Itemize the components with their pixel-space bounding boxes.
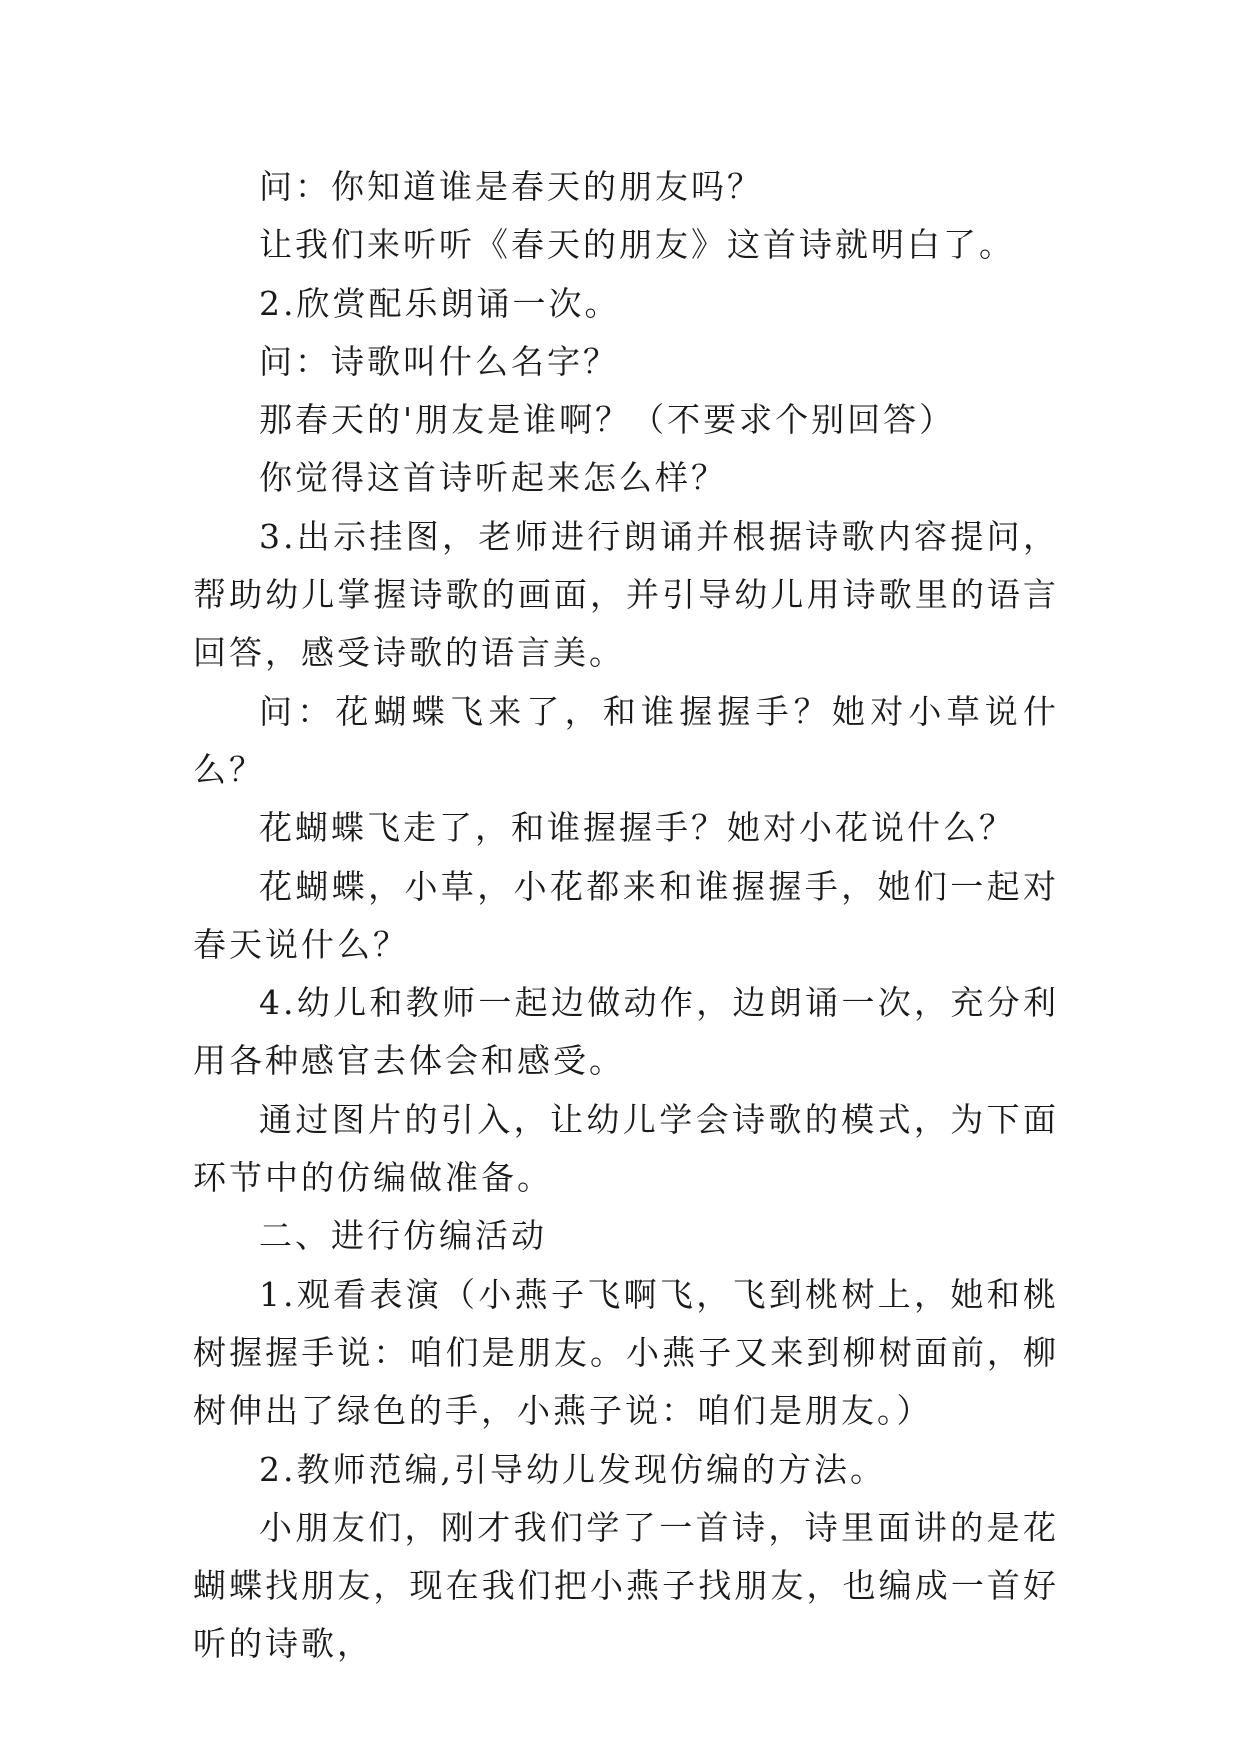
paragraph: 你觉得这首诗听起来怎么样？ <box>259 458 727 498</box>
document-body <box>193 158 1059 1674</box>
paragraph: 花蝴蝶，小草，小花都来和谁握握手，她们一起对春天说什么？ <box>193 866 1059 964</box>
paragraph: 小朋友们，刚才我们学了一首诗，诗里面讲的是花蝴蝶找朋友，现在我们把小燕子找朋友，也编成一首好听的诗歌， <box>193 1507 1059 1664</box>
paragraph: 问：花蝴蝶飞来了，和谁握握手？她对小草说什么？ <box>193 691 1059 789</box>
paragraph: 3.出示挂图，老师进行朗诵并根据诗歌内容提问，帮助幼儿掌握诗歌的画面，并引导幼儿用诗歌里的语言回答，感受诗歌的语言美。 <box>193 516 1059 673</box>
paragraph: 问：你知道谁是春天的朋友吗？ <box>259 167 763 206</box>
paragraph: 2.教师范编,引导幼儿发现仿编的方法。 <box>259 1449 886 1489</box>
section-heading: 二、进行仿编活动 <box>259 1216 547 1256</box>
paragraph: 花蝴蝶飞走了，和谁握握手？她对小花说什么？ <box>259 808 1015 848</box>
paragraph: 问：诗歌叫什么名字？ <box>259 341 619 381</box>
paragraph: 1.观看表演（小燕子飞啊飞，飞到桃树上，她和桃树握握手说：咱们是朋友。小燕子又来到柳树面前，柳树伸出了绿色的手，小燕子说：咱们是朋友。） <box>193 1274 1059 1431</box>
paragraph: 2.欣赏配乐朗诵一次。 <box>259 283 621 323</box>
paragraph: 让我们来听听《春天的朋友》这首诗就明白了。 <box>259 225 1015 265</box>
paragraph: 通过图片的引入，让幼儿学会诗歌的模式，为下面环节中的仿编做准备。 <box>193 1099 1059 1198</box>
paragraph: 4.幼儿和教师一起边做动作，边朗诵一次，充分利用各种感官去体会和感受。 <box>193 983 1059 1081</box>
paragraph: 那春天的'朋友是谁啊？（不要求个别回答） <box>259 400 956 440</box>
